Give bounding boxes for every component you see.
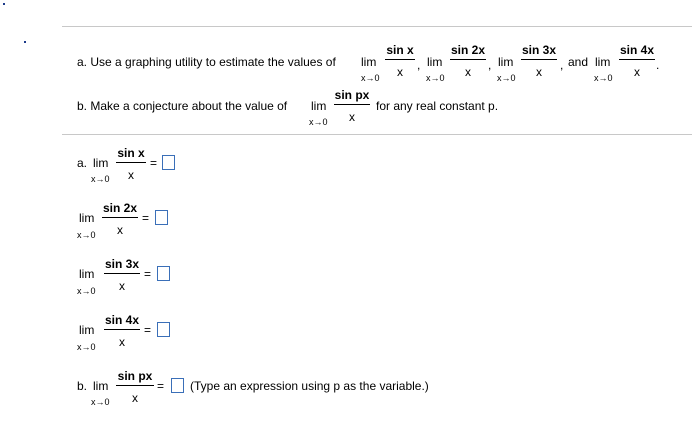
lim-subscript: x→0	[77, 286, 96, 296]
lim-subscript: x→0	[77, 230, 96, 240]
lim-label: lim	[498, 55, 514, 69]
equals-sign: =	[150, 156, 158, 170]
lim-subscript: x→0	[594, 73, 613, 83]
equals-sign: =	[144, 323, 152, 337]
top-divider	[62, 26, 692, 27]
lim-subscript: x→0	[426, 73, 445, 83]
fraction-numerator: sin 2x	[450, 43, 486, 57]
answer-b-label: b.	[77, 379, 88, 393]
fraction-numerator: sin 3x	[104, 257, 140, 271]
input-hint: (Type an expression using p as the variable.)	[190, 379, 429, 393]
and-word: and	[568, 55, 589, 69]
lim-subscript: x→0	[309, 117, 328, 127]
comma: ,	[560, 58, 564, 72]
fraction-bar	[116, 162, 146, 163]
fraction-denominator: x	[132, 391, 138, 405]
fraction-bar	[334, 104, 370, 105]
answer-input-sin-x[interactable]	[162, 155, 175, 170]
fraction-numerator: sin 3x	[521, 43, 557, 57]
part-b-text: b. Make a conjecture about the value of	[77, 99, 288, 113]
fraction-bar	[619, 59, 655, 60]
lim-subscript: x→0	[77, 342, 96, 352]
fraction-bar	[521, 59, 557, 60]
corner-dot	[3, 3, 5, 5]
comma: ,	[488, 58, 492, 72]
bullet-dot	[24, 41, 26, 43]
lim-label: lim	[93, 379, 109, 393]
lim-label: lim	[361, 55, 377, 69]
answer-input-sin-px[interactable]	[171, 378, 184, 393]
lim-subscript: x→0	[91, 397, 110, 407]
answer-input-sin-3x[interactable]	[157, 266, 170, 281]
fraction-denominator: x	[119, 335, 125, 349]
lim-label: lim	[427, 55, 443, 69]
answer-input-sin-2x[interactable]	[155, 210, 168, 225]
answer-a-label: a.	[77, 156, 88, 170]
fraction-denominator: x	[536, 65, 542, 79]
fraction-numerator: sin x	[117, 146, 145, 160]
fraction-numerator: sin 2x	[102, 201, 138, 215]
period: .	[656, 58, 660, 72]
lim-label: lim	[79, 211, 95, 225]
lim-subscript: x→0	[497, 73, 516, 83]
fraction-numerator: sin 4x	[104, 313, 140, 327]
lim-label: lim	[93, 156, 109, 170]
fraction-denominator: x	[465, 65, 471, 79]
part-a-text: a. Use a graphing utility to estimate the values of	[77, 55, 336, 69]
fraction-numerator: sin px	[334, 88, 370, 102]
fraction-denominator: x	[349, 110, 355, 124]
question-divider	[62, 134, 692, 135]
fraction-bar	[450, 59, 486, 60]
lim-subscript: x→0	[91, 174, 110, 184]
fraction-denominator: x	[119, 279, 125, 293]
fraction-bar	[104, 329, 140, 330]
lim-subscript: x→0	[361, 73, 380, 83]
fraction-numerator: sin 4x	[619, 43, 655, 57]
part-b-suffix: for any real constant p.	[376, 99, 499, 113]
lim-label: lim	[311, 99, 327, 113]
fraction-bar	[102, 217, 138, 218]
fraction-bar	[104, 273, 140, 274]
answer-input-sin-4x[interactable]	[157, 322, 170, 337]
comma: ,	[417, 58, 421, 72]
equals-sign: =	[157, 379, 165, 393]
fraction-denominator: x	[634, 65, 640, 79]
equals-sign: =	[144, 267, 152, 281]
fraction-bar	[385, 59, 415, 60]
fraction-denominator: x	[128, 168, 134, 182]
fraction-bar	[116, 385, 154, 386]
equals-sign: =	[142, 211, 150, 225]
fraction-numerator: sin px	[117, 369, 153, 383]
fraction-denominator: x	[397, 65, 403, 79]
fraction-numerator: sin x	[386, 43, 414, 57]
lim-label: lim	[79, 323, 95, 337]
fraction-denominator: x	[117, 223, 123, 237]
lim-label: lim	[79, 267, 95, 281]
lim-label: lim	[595, 55, 611, 69]
